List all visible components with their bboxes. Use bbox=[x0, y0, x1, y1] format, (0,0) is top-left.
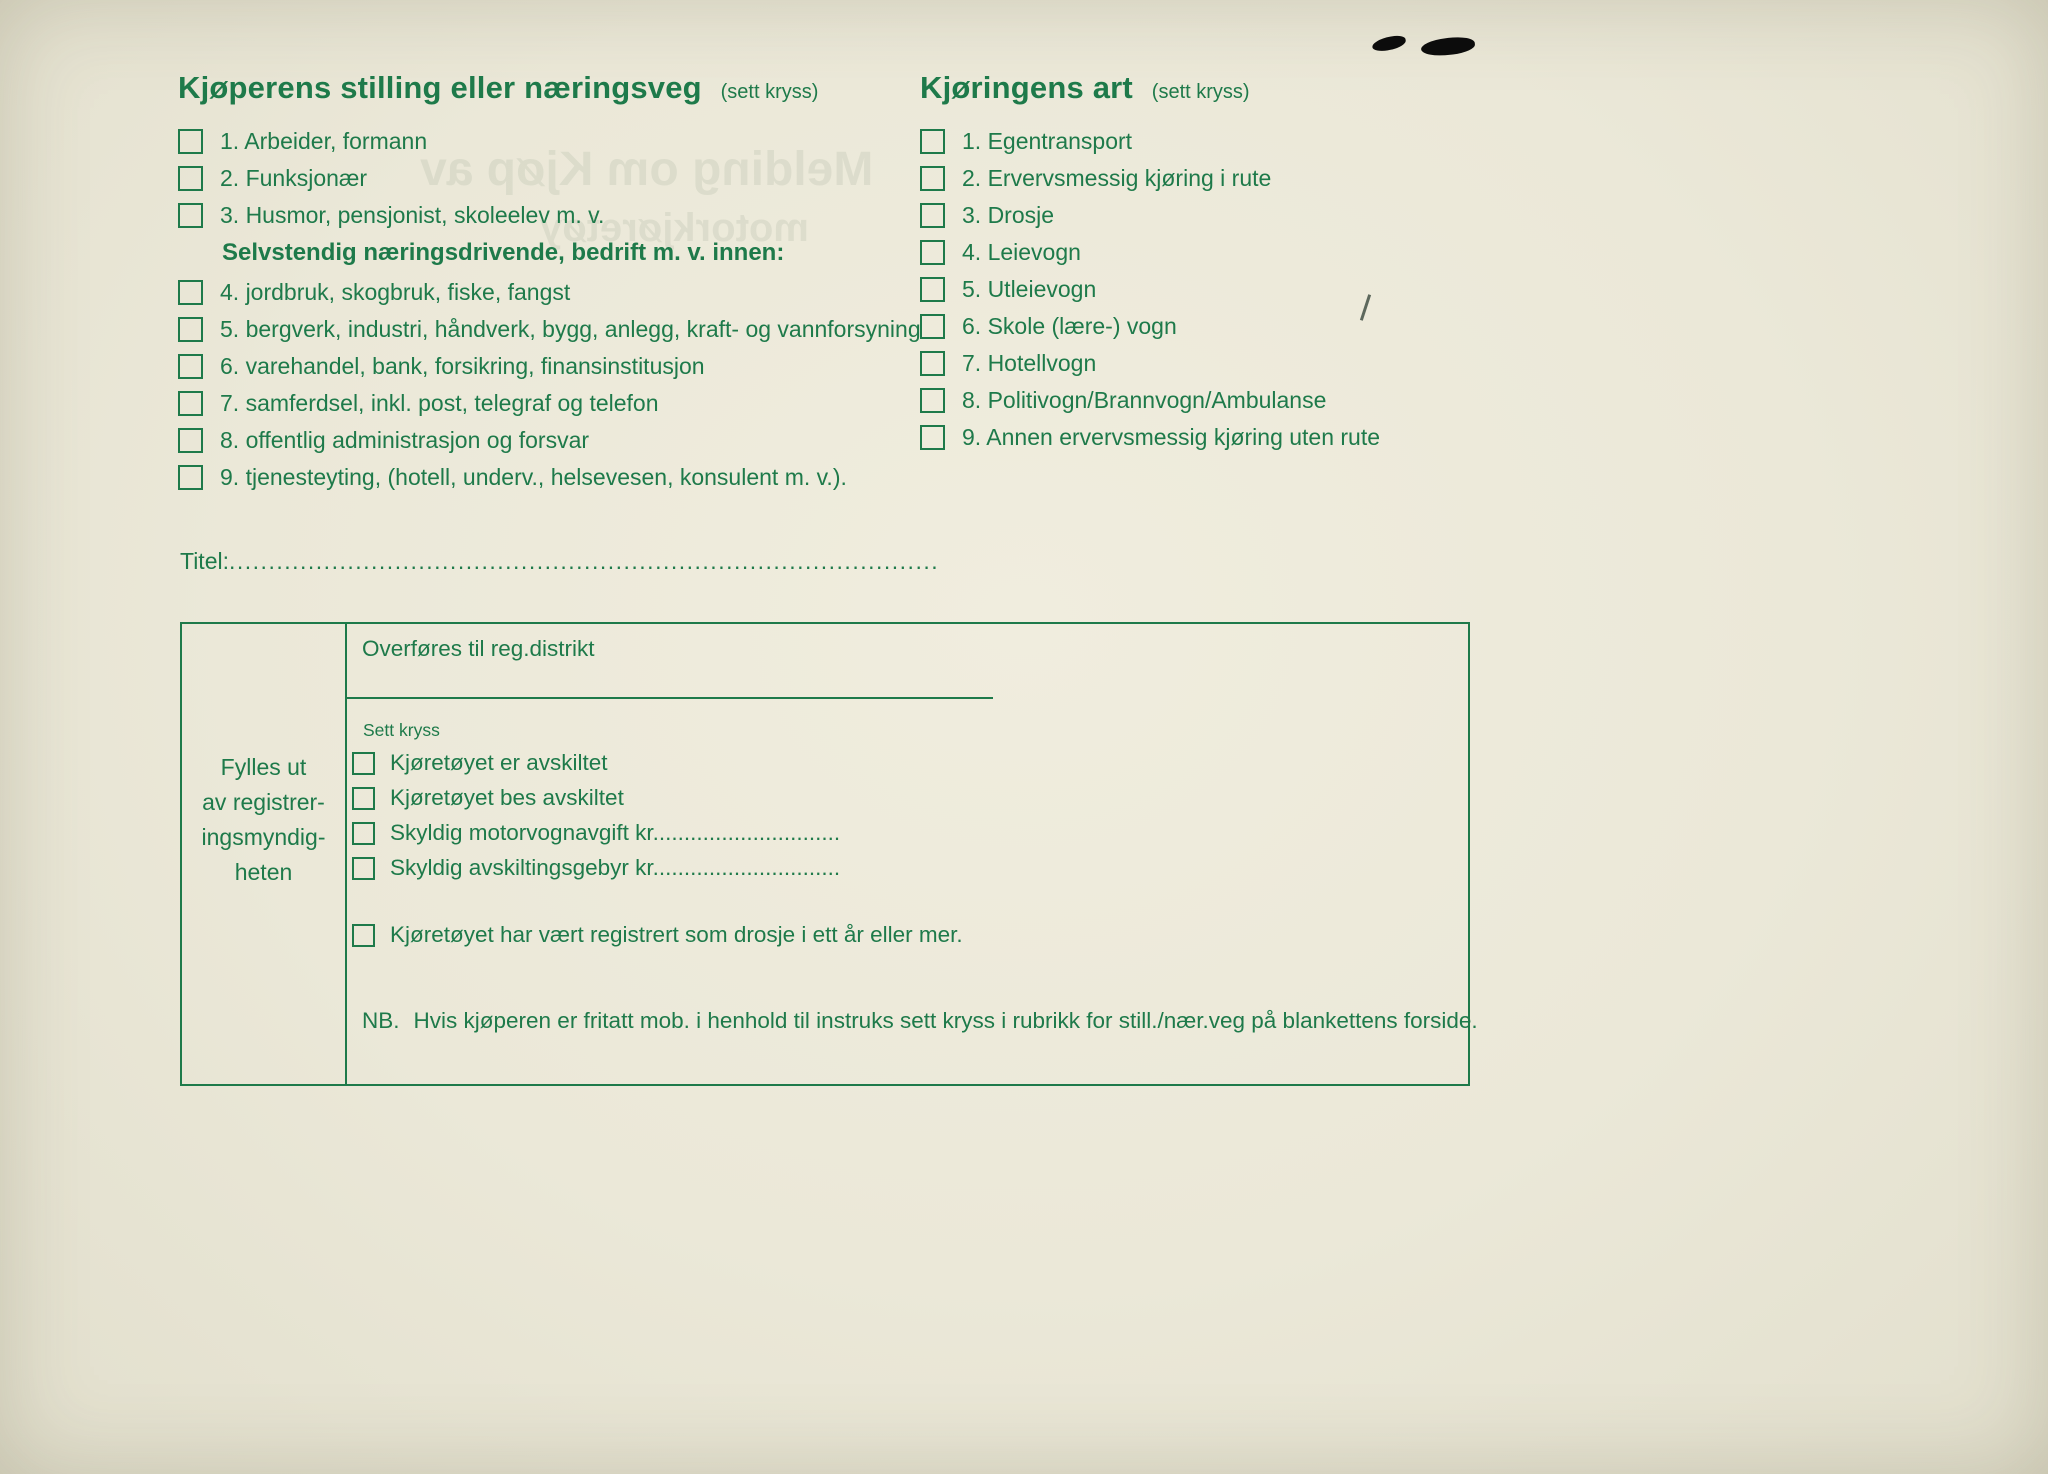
self-employed-subheading: Selvstendig næringsdrivende, bedrift m. v. innen: bbox=[222, 239, 785, 266]
driving-type-title bbox=[920, 70, 1520, 106]
checkbox[interactable] bbox=[352, 822, 375, 845]
sett-kryss-hint: (sett kryss) bbox=[720, 81, 819, 103]
option-label: 8. offentlig administrasjon og forsvar bbox=[220, 427, 590, 453]
checkbox[interactable] bbox=[178, 354, 203, 379]
option-row bbox=[352, 785, 624, 811]
option-label: 2. Ervervsmessig kjøring i rute bbox=[962, 165, 1272, 191]
option-label: 1. Egentransport bbox=[962, 128, 1133, 154]
option-label: Skyldig motorvognavgift kr.............................. bbox=[390, 820, 841, 845]
side-label-line: heten bbox=[234, 859, 293, 885]
checkbox[interactable] bbox=[178, 280, 203, 305]
checkbox[interactable] bbox=[352, 924, 375, 947]
option-row bbox=[920, 387, 1520, 414]
checkbox[interactable] bbox=[178, 428, 203, 453]
side-label-line: ingsmyndig- bbox=[201, 824, 326, 850]
occupation-title-text: Kjøperens stilling eller næringsveg bbox=[178, 70, 702, 105]
option-row bbox=[178, 279, 938, 306]
driving-type-section bbox=[920, 70, 1520, 461]
option-row bbox=[352, 855, 840, 881]
titel-line bbox=[180, 548, 939, 575]
checkbox[interactable] bbox=[178, 317, 203, 342]
option-label: 7. samferdsel, inkl. post, telegraf og telefon bbox=[220, 390, 659, 416]
option-label: 9. Annen ervervsmessig kjøring uten rute bbox=[962, 424, 1381, 450]
side-label bbox=[182, 750, 345, 890]
nb-note bbox=[362, 1008, 1478, 1034]
option-row bbox=[178, 427, 938, 454]
checkbox[interactable] bbox=[920, 129, 945, 154]
option-label: 6. Skole (lære-) vogn bbox=[962, 313, 1177, 339]
scan-mark bbox=[1420, 35, 1476, 58]
option-label: 3. Husmor, pensjonist, skoleelev m. v. bbox=[220, 202, 605, 228]
option-row bbox=[920, 202, 1520, 229]
option-row bbox=[920, 239, 1520, 266]
checkbox[interactable] bbox=[920, 203, 945, 228]
option-label: 6. varehandel, bank, forsikring, finansinstitusjon bbox=[220, 353, 705, 379]
checkbox[interactable] bbox=[352, 752, 375, 775]
checkbox[interactable] bbox=[178, 465, 203, 490]
option-row bbox=[178, 316, 938, 343]
checkbox[interactable] bbox=[352, 787, 375, 810]
checkbox[interactable] bbox=[352, 857, 375, 880]
option-row bbox=[178, 464, 938, 491]
checkbox[interactable] bbox=[920, 240, 945, 265]
option-row bbox=[178, 390, 938, 417]
option-row bbox=[178, 165, 938, 192]
occupation-title bbox=[178, 70, 938, 106]
option-label: 8. Politivogn/Brannvogn/Ambulanse bbox=[962, 387, 1327, 413]
option-label: Kjøretøyet bes avskiltet bbox=[390, 785, 624, 810]
option-label: 5. Utleievogn bbox=[962, 276, 1097, 302]
side-label-line: Fylles ut bbox=[220, 754, 307, 780]
option-label: 9. tjenesteyting, (hotell, underv., helsevesen, konsulent m. v.). bbox=[220, 464, 847, 490]
option-label: Kjøretøyet har vært registrert som drosje i ett år eller mer. bbox=[390, 922, 963, 947]
option-row bbox=[920, 276, 1520, 303]
option-label: Skyldig avskiltingsgebyr kr.............................. bbox=[390, 855, 841, 880]
option-label: 1. Arbeider, formann bbox=[220, 128, 428, 154]
titel-field[interactable]: .......................................................................................... bbox=[229, 548, 940, 574]
option-row bbox=[178, 202, 938, 229]
option-label: 3. Drosje bbox=[962, 202, 1055, 228]
checkbox[interactable] bbox=[178, 129, 203, 154]
checkbox[interactable] bbox=[178, 166, 203, 191]
option-row bbox=[920, 350, 1520, 377]
option-row bbox=[352, 750, 608, 776]
option-row bbox=[352, 820, 840, 846]
option-row bbox=[920, 424, 1520, 451]
bleed-through-text: Melding om Kjøp av bbox=[420, 143, 874, 196]
sett-kryss-hint: (sett kryss) bbox=[1151, 81, 1250, 103]
checkbox[interactable] bbox=[178, 203, 203, 228]
option-label: 5. bergverk, industri, håndverk, bygg, anlegg, kraft- og vannforsyning bbox=[220, 316, 921, 342]
option-label: 7. Hotellvogn bbox=[962, 350, 1097, 376]
option-label: 4. Leievogn bbox=[962, 239, 1081, 265]
checkbox[interactable] bbox=[920, 351, 945, 376]
checkbox[interactable] bbox=[178, 391, 203, 416]
box-divider bbox=[345, 624, 347, 1084]
checkbox[interactable] bbox=[920, 388, 945, 413]
nb-text: Hvis kjøperen er fritatt mob. i henhold til instruks sett kryss i rubrikk for still./nær.veg på blankettens forside. bbox=[413, 1008, 1478, 1033]
sett-kryss-caption: Sett kryss bbox=[363, 720, 440, 740]
driving-type-title-text: Kjøringens art bbox=[920, 70, 1133, 105]
option-label: 2. Funksjonær bbox=[220, 165, 368, 191]
option-row bbox=[920, 165, 1520, 192]
bleed-through-text: motorkjøretøy bbox=[540, 206, 809, 250]
nb-label: NB. bbox=[362, 1008, 400, 1033]
scan-mark bbox=[1371, 34, 1407, 53]
checkbox[interactable] bbox=[920, 425, 945, 450]
occupation-section bbox=[178, 70, 938, 501]
option-row bbox=[920, 128, 1520, 155]
titel-label: Titel: bbox=[180, 548, 229, 574]
option-label: Kjøretøyet er avskiltet bbox=[390, 750, 608, 775]
transfer-label: Overføres til reg.distrikt bbox=[362, 636, 595, 661]
option-row bbox=[920, 313, 1520, 340]
option-label: 4. jordbruk, skogbruk, fiske, fangst bbox=[220, 279, 571, 305]
registration-box bbox=[180, 622, 1478, 1086]
checkbox[interactable] bbox=[920, 277, 945, 302]
reg-district-field[interactable] bbox=[345, 697, 993, 699]
option-row bbox=[178, 353, 938, 380]
checkbox[interactable] bbox=[920, 314, 945, 339]
option-row bbox=[178, 128, 938, 155]
side-label-line: av registrer- bbox=[202, 789, 325, 815]
checkbox[interactable] bbox=[920, 166, 945, 191]
option-row bbox=[352, 922, 963, 948]
